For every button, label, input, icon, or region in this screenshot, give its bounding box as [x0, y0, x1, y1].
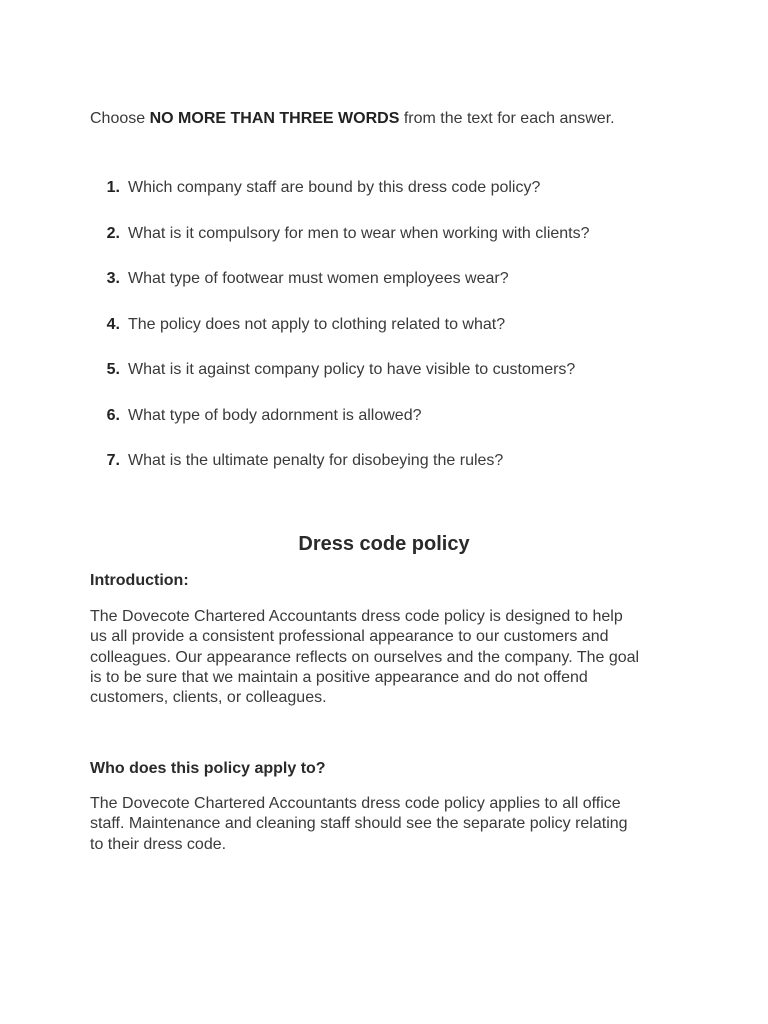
paragraph-line: The Dovecote Chartered Accountants dress code policy applies to all office [90, 795, 621, 812]
paragraph-line: The Dovecote Chartered Accountants dress code policy is designed to help [90, 608, 623, 625]
introduction-heading: Introduction: [90, 572, 189, 589]
question-text: What is it against company policy to have visible to customers? [128, 361, 576, 378]
paragraph-line: customers, clients, or colleagues. [90, 689, 327, 707]
question-number: 4. [106, 315, 120, 333]
question-number: 2. [106, 224, 120, 242]
question-item [90, 360, 590, 406]
question-number: 5. [106, 361, 120, 378]
question-item [90, 224, 590, 270]
instruction-emphasis: NO MORE THAN THREE WORDS [149, 110, 400, 127]
paragraph-line: us all provide a consistent professional appearance to our customers and [90, 628, 609, 646]
question-text: The policy does not apply to clothing related to what? [128, 315, 506, 333]
question-text: What is it compulsory for men to wear when working with clients? [128, 224, 590, 242]
document-title: Dress code policy [298, 533, 470, 555]
question-number: 1. [106, 179, 120, 196]
question-item [90, 406, 590, 452]
question-list [90, 178, 590, 497]
instruction-text [90, 109, 615, 129]
introduction-paragraph [90, 607, 690, 708]
paragraph-line: staff. Maintenance and cleaning staff should see the separate policy relating [90, 815, 628, 833]
question-text: What type of footwear must women employees wear? [128, 270, 509, 287]
applies-to-heading: Who does this policy apply to? [90, 760, 326, 777]
question-item [90, 451, 590, 497]
paragraph-line: is to be sure that we maintain a positive appearance and do not offend [90, 668, 588, 686]
question-number: 3. [106, 270, 120, 287]
question-text: What type of body adornment is allowed? [128, 406, 422, 424]
question-number: 7. [106, 452, 120, 469]
instruction-prefix: Choose [90, 110, 150, 127]
question-item [90, 178, 590, 224]
question-item [90, 269, 590, 315]
applies-to-paragraph [90, 794, 690, 855]
paragraph-line: colleagues. Our appearance reflects on ourselves and the company. The goal [90, 648, 640, 666]
question-item [90, 315, 590, 361]
question-text: Which company staff are bound by this dress code policy? [128, 179, 541, 196]
question-text: What is the ultimate penalty for disobeying the rules? [128, 452, 504, 469]
question-number: 6. [106, 406, 120, 424]
paragraph-line: to their dress code. [90, 835, 227, 853]
instruction-suffix: from the text for each answer. [399, 110, 615, 127]
